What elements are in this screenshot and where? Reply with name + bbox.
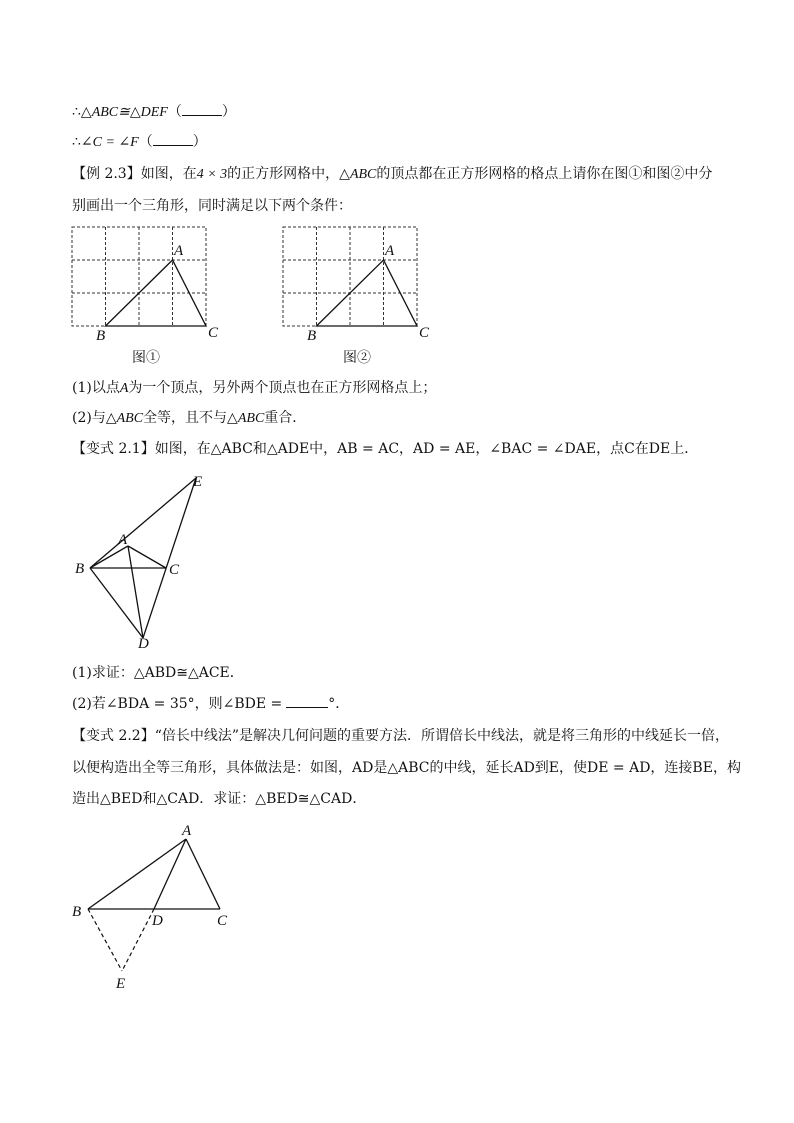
paren-close: ） [221, 104, 236, 120]
paren-close: ） [192, 134, 207, 150]
label-b: B [75, 561, 85, 577]
triangle-abc-grid1 [106, 260, 207, 326]
point-name: A [119, 381, 129, 396]
variant-2-1-statement [72, 439, 698, 459]
triangle-abc-grid2 [317, 260, 418, 326]
condition-1 [72, 378, 436, 399]
segment-ed [143, 478, 196, 638]
variant-2-1-question-1: (1)求证：△ABD≅△ACE． [72, 665, 244, 681]
figure-variant-2-2 [60, 820, 250, 998]
example-text: 的顶点都在正方形网格的格点上请你在图①和图②中分 [376, 166, 713, 182]
label-e: E [193, 474, 203, 490]
label-d: D [138, 636, 149, 652]
condition-text: (2)与△ [72, 410, 117, 426]
label-c: C [169, 562, 180, 578]
condition-text: 重合． [264, 410, 307, 426]
condition-text: (1)以点 [72, 380, 120, 396]
example-tag: 【例 2.3】 [72, 166, 141, 182]
segment-ad [154, 839, 186, 909]
therefore-symbol: ∴△ [72, 104, 92, 120]
variant-tag: 【变式 2.1】 [72, 441, 155, 457]
reason-blank-1[interactable] [182, 101, 222, 116]
label-a: A [182, 823, 192, 839]
variant-text: “倍长中线法”是解决几何问题的重要方法．所谓倍长中线法，就是将三角形的中线延长一倍， [154, 728, 730, 744]
variant-2-1-question-2 [72, 693, 349, 714]
variant-2-2-line2: 以便构造出全等三角形，具体做法是：如图，AD是△ABC的中线，延长AD到E，使DE = AD，连接BE，构 [72, 760, 741, 776]
example-text: 的正方形网格中，△ [227, 166, 350, 182]
segment-db [90, 568, 143, 638]
label-a: A [174, 243, 184, 259]
therefore-symbol: ∴ [72, 134, 81, 150]
segment-ba [88, 839, 186, 909]
label-d: D [152, 913, 163, 929]
segment-ac [128, 546, 166, 568]
variant-tag: 【变式 2.2】 [72, 728, 155, 744]
label-b: B [96, 328, 106, 344]
grid-figure-1 [72, 227, 206, 326]
caption-figure-2: 图② [343, 351, 371, 366]
label-c: C [208, 325, 219, 341]
answer-blank[interactable] [286, 693, 328, 708]
example-text: 如图，在 [140, 166, 197, 182]
angle-expression: ∠C = ∠F [80, 135, 139, 150]
question-text: °． [328, 696, 350, 712]
caption-figure-1: 图① [132, 351, 160, 366]
condition-2 [72, 408, 306, 429]
label-a: A [385, 243, 395, 259]
triangle-name: ABC [349, 167, 377, 182]
label-c: C [419, 325, 430, 341]
variant-text: 如图，在△ABC和△ADE中，AB = AC，AD = AE，∠BAC = ∠DAE，点C在DE上． [154, 441, 699, 457]
paren-open: （ [167, 104, 182, 120]
segment-ad [128, 546, 143, 638]
label-b: B [307, 328, 317, 344]
variant-2-2-line1 [72, 726, 729, 746]
example-2-3-line2: 别画出一个三角形，同时满足以下两个条件： [72, 198, 352, 214]
triangle-name: ABC [237, 411, 265, 426]
segment-ba [90, 546, 128, 568]
label-c: C [217, 913, 228, 929]
variant-2-2-line3: 造出△BED和△CAD．求证：△BED≅△CAD． [72, 791, 367, 807]
example-2-3-line1 [72, 164, 712, 185]
angle-equality-line [72, 131, 207, 153]
reason-blank-2[interactable] [153, 131, 193, 146]
triangle-name: ABC [116, 411, 144, 426]
segment-de-dashed [122, 909, 154, 971]
question-text: (2)若∠BDA = 35°，则∠BDE = [72, 696, 283, 712]
grid-size: 4 × 3 [196, 167, 228, 182]
grid-figure-2 [283, 227, 417, 326]
segment-be-dashed [88, 909, 122, 971]
paren-open: （ [138, 134, 153, 150]
condition-text: 全等，且不与△ [143, 410, 238, 426]
congruence-statement-line [72, 101, 236, 123]
label-b: B [72, 904, 82, 920]
segment-ac [186, 839, 220, 909]
condition-text: 为一个顶点，另外两个顶点也在正方形网格点上； [128, 380, 437, 396]
label-e: E [116, 976, 126, 992]
congruence-expression: ABC≅△DEF [91, 105, 168, 120]
figure-variant-2-1 [60, 470, 220, 655]
grid-figures [60, 220, 460, 370]
label-a: A [118, 532, 128, 548]
